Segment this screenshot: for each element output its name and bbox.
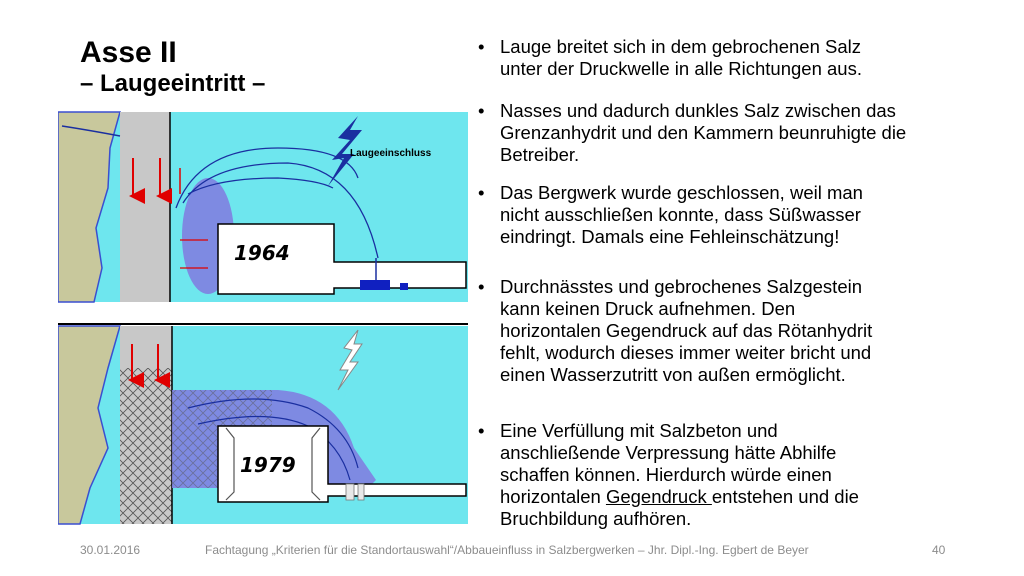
footer-page: 40 — [932, 543, 946, 557]
bullet-line: horizontalen Gegendruck auf das Rötanhydrit — [500, 320, 873, 341]
mine-diagram — [58, 108, 470, 528]
year-1979: 1979 — [240, 453, 296, 477]
bullet-line: schaffen können. Hierdurch würde einen — [500, 464, 832, 485]
bullet-item — [476, 100, 1006, 166]
title-line-2: – Laugeeintritt – — [80, 70, 266, 97]
year-1964: 1964 — [234, 241, 290, 265]
bullet-line: Nasses und dadurch dunkles Salz zwischen das — [500, 100, 896, 121]
bullet-dot: • — [478, 36, 485, 57]
bullet-line: horizontalen Gegendruck entstehen und die — [500, 486, 859, 507]
bullet-item — [476, 420, 1006, 530]
bullet-line: Grenzanhydrit und den Kammern beunruhigte die — [500, 122, 907, 143]
bullet-line: kann keinen Druck aufnehmen. Den — [500, 298, 796, 319]
wall-layer-top — [120, 112, 170, 302]
underlined-term: Gegendruck — [605, 486, 712, 507]
title-line-1: Asse II — [80, 36, 177, 69]
footer-date: 30.01.2016 — [80, 543, 141, 557]
bullet-line: Durchnässtes und gebrochenes Salzgestein — [500, 276, 863, 297]
bullet-line: unter der Druckwelle in alle Richtungen aus. — [500, 58, 862, 79]
bullet-line: Bruchbildung aufhören. — [500, 508, 692, 529]
bullet-item — [476, 36, 1006, 80]
bullet-line: nicht ausschließen konnte, dass Süßwasser — [500, 204, 861, 225]
panel-1979 — [58, 326, 468, 524]
bullet-dot: • — [478, 276, 485, 297]
panel-1964 — [58, 112, 468, 302]
bullet-line: fehlt, wodurch dieses immer weiter bricht und — [500, 342, 872, 363]
bullet-dot: • — [478, 100, 485, 121]
bullet-dot: • — [478, 182, 485, 203]
bullet-dot: • — [478, 420, 485, 441]
bullet-line: anschließende Verpressung hätte Abhilfe — [500, 442, 837, 463]
bullet-line: einen Wasserzutritt von außen ermöglicht. — [500, 364, 846, 385]
bullet-line: Betreiber. — [500, 144, 580, 165]
bullet-item — [476, 182, 1006, 248]
bullet-item — [476, 276, 1006, 386]
bullet-line: Das Bergwerk wurde geschlossen, weil man — [500, 182, 863, 203]
top-label: Laugeeinschluss — [350, 148, 432, 159]
footer-center: Fachtagung „Kriterien für die Standortauswahl“/Abbaueinfluss in Salzbergwerken – Jhr. Dipl.-Ing. Egbert de Beyer — [205, 543, 809, 557]
bullet-line: Lauge breitet sich in dem gebrochenen Salz — [500, 36, 861, 57]
bullet-line: Eine Verfüllung mit Salzbeton und — [500, 420, 778, 441]
bullet-line: eindringt. Damals eine Fehleinschätzung! — [500, 226, 840, 247]
slide-title — [80, 36, 265, 98]
